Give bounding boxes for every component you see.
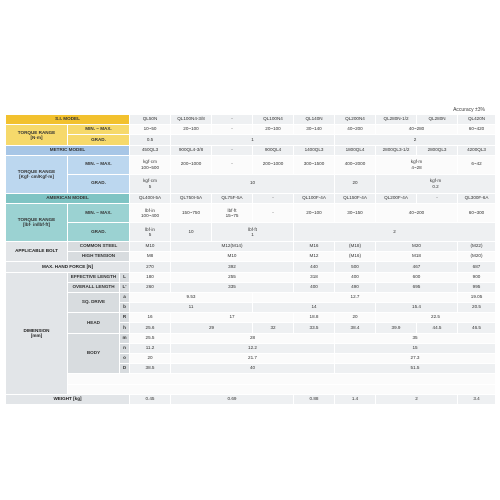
american-torque-range-label: TORQUE RANGE [17,217,56,223]
si-model-cell: QL200N4 [335,115,376,125]
sq-drive-a-cell: 19.05 [458,292,496,302]
american-range-cell [130,203,171,222]
effective-length-label: EFFECTIVE LENGTH [68,272,120,282]
weight-cell: 1.4 [335,394,376,404]
metric-range-cell: 200~1000 [171,155,212,174]
si-range-cell: 10~50 [130,125,171,135]
metric-range-cell: - [212,155,253,174]
si-model-cell: QL280N-1/2 [376,115,417,125]
weight-cell: 0.69 [171,394,294,404]
sq-drive-b-symbol: b [120,303,130,313]
american-model-cell: QL750I-5A [171,193,212,203]
weight-row [6,394,496,404]
dimension-spacer [68,384,496,394]
dimension-label [6,272,68,394]
sq-drive-b-cell: 11 [130,303,253,313]
sq-drive-b-cell: 15.4 [376,303,458,313]
si-grad-cell: 1 [171,135,335,145]
head-h-cell: 32 [253,323,294,333]
body-m-cell: 28 [171,333,335,343]
spec-table [5,114,496,405]
hand-force-cell: 500 [335,262,376,272]
american-grad-row [6,222,496,241]
si-min-max-label: MIN. ~ MAX. [68,125,130,135]
accuracy-note: Accuracy ±3% [453,107,485,113]
hand-force-cell: 392 [171,262,294,272]
head-r-row [6,313,496,323]
american-unit-label: lbf·ft [227,207,237,213]
metric-unit-label: kgf·m [429,178,442,184]
bolt-high-label: HIGH TENSION [68,252,130,262]
metric-model-cell: 1800QL4 [335,145,376,155]
si-model-title: S.I. MODEL [6,115,130,125]
sq-drive-a-cell: 9.53 [130,292,253,302]
american-grad-cell [212,222,294,241]
head-h-cell: 25.6 [130,323,171,333]
si-model-cell: QL420N [458,115,496,125]
bolt-high-cell: M8 [130,252,171,262]
effective-length-cell: 318 [294,272,335,282]
metric-grad-value: 5 [148,183,152,189]
si-grad-cell: 2 [335,135,496,145]
head-label: HEAD [68,313,120,333]
american-model-cell: QL200F-4A [376,193,417,203]
head-h-cell: 46.5 [458,323,496,333]
hand-force-cell: 270 [130,262,171,272]
metric-torque-unit: [Kgf· cm/Kgf·m] [19,174,54,180]
head-h-cell: 29 [171,323,253,333]
metric-range-value: 100~500 [141,164,160,170]
american-range-cell: 30~150 [335,203,376,222]
effective-length-cell: 600 [376,272,458,282]
weight-cell: 0.88 [294,394,335,404]
bolt-common-cell: M16 [294,241,335,251]
american-model-cell: QL400I-5A [130,193,171,203]
american-range-value: 100~400 [141,212,160,218]
body-o-cell: 21.7 [171,354,335,364]
sq-drive-b-cell: 14 [253,303,376,313]
american-model-title: AMERICAN MODEL [6,193,130,203]
american-grad-value: 5 [148,231,152,237]
si-range-cell: - [212,125,253,135]
effective-length-row [6,272,496,282]
american-model-cell: - [253,193,294,203]
bolt-common-cell: (M18) [335,241,376,251]
si-model-cell: QL100N4 [253,115,294,125]
si-torque-label [6,125,68,145]
overall-length-symbol: L' [120,282,130,292]
si-grad-row [6,135,496,145]
body-m-cell: 25.5 [130,333,171,343]
si-torque-unit: [N·m] [30,134,43,140]
metric-range-cell: 400~2000 [335,155,376,174]
metric-range-cell [376,155,458,174]
body-o-cell: 20 [130,354,171,364]
body-d-cell: 38.5 [130,364,171,374]
head-r-cell: 20 [335,313,376,323]
overall-length-cell: 995 [458,282,496,292]
american-grad-label: GRAD. [68,222,130,241]
american-model-row [6,193,496,203]
weight-cell: 2 [376,394,458,404]
si-model-cell: QL100N4-3/8 [171,115,212,125]
hand-force-row [6,262,496,272]
si-range-cell: 40~200 [335,125,376,135]
metric-unit-label: kgf·m [410,159,423,165]
overall-length-cell: 400 [294,282,335,292]
metric-grad-cell [130,174,171,193]
bolt-high-cell: M18 [376,252,458,262]
american-unit-label: lbf·ft [248,226,257,232]
metric-unit-label: kgf·cm [143,178,157,184]
bolt-common-cell: M10 [130,241,171,251]
american-unit-label: lbf·in [145,207,155,213]
overall-length-cell: 490 [335,282,376,292]
body-m-cell: 35 [335,333,496,343]
bolt-high-row [6,252,496,262]
metric-model-cell: 2800QL3-1/2 [376,145,417,155]
body-m-row [6,333,496,343]
american-unit-label: lbf·in [145,226,155,232]
si-model-cell: QL140N [294,115,335,125]
metric-unit-label: kgf·cm [143,159,157,165]
metric-model-cell: - [212,145,253,155]
american-range-value: 15~75 [225,212,239,218]
metric-range-cell: 200~1000 [253,155,294,174]
american-grad-cell: 10 [171,222,212,241]
weight-cell: 0.45 [130,394,171,404]
body-d-cell: 51.5 [335,364,496,374]
si-range-cell: 20~100 [171,125,212,135]
american-grad-cell: 2 [294,222,496,241]
effective-length-cell: 400 [335,272,376,282]
si-range-cell: 30~140 [294,125,335,135]
body-o-cell: 27.3 [335,354,496,364]
sq-drive-label: SQ. DRIVE [68,292,120,312]
metric-grad-cell: 10 [171,174,335,193]
american-model-cell: QL150F-4A [335,193,376,203]
bolt-common-row [6,241,496,251]
american-grad-value: 1 [251,231,254,237]
overall-length-cell: 260 [130,282,171,292]
overall-length-label: OVERALL LENGTH [68,282,120,292]
bolt-common-cell: M20 [376,241,458,251]
metric-grad-value: 0.2 [432,183,439,189]
bolt-high-cell: (M20) [458,252,496,262]
body-n-cell: 15 [335,343,496,353]
head-r-cell: 22.5 [376,313,496,323]
head-r-cell: 17 [171,313,294,323]
effective-length-symbol: L [120,272,130,282]
metric-model-title: METRIC MODEL [6,145,130,155]
body-d-symbol: D [120,364,130,374]
bolt-common-cell: M12(M14) [171,241,294,251]
dimension-spacer-row [6,374,496,384]
american-torque-unit: [lbf· in/lbf·ft] [22,222,51,228]
dimension-title: DIMENSION [23,327,50,333]
bolt-common-cell: (M22) [458,241,496,251]
body-n-cell: 11.2 [130,343,171,353]
body-d-cell: 40 [171,364,335,374]
effective-length-cell: 255 [171,272,294,282]
metric-model-cell: 2800QL3 [417,145,458,155]
american-range-cell: 150~750 [171,203,212,222]
sq-drive-a-row [6,292,496,302]
metric-model-cell: 1400QL3 [294,145,335,155]
si-range-cell: 60~420 [458,125,496,135]
american-model-cell: QL300F-6A [458,193,496,203]
american-model-cell: - [417,193,458,203]
metric-model-cell: 900QL4 [253,145,294,155]
si-model-cell: QL280N [417,115,458,125]
effective-length-cell: 900 [458,272,496,282]
metric-range-row [6,155,496,174]
metric-model-cell: 450QL3 [130,145,171,155]
dimension-spacer-row [6,384,496,394]
body-label: BODY [68,333,120,374]
american-grad-cell [130,222,171,241]
metric-range-cell: 300~1500 [294,155,335,174]
metric-range-cell: 6~42 [458,155,496,174]
bolt-high-cell: (M16) [335,252,376,262]
metric-grad-cell: 20 [335,174,376,193]
head-h-cell: 38.4 [335,323,376,333]
si-grad-cell: 0.5 [130,135,171,145]
american-range-cell: 60~300 [458,203,496,222]
si-range-row [6,125,496,135]
american-range-cell [212,203,253,222]
metric-range-cell [130,155,171,174]
american-torque-label [6,203,68,241]
hand-force-cell: 687 [458,262,496,272]
si-model-cell: - [212,115,253,125]
head-r-cell: 18.8 [294,313,335,323]
body-n-symbol: n [120,343,130,353]
sq-drive-b-cell: 20.5 [458,303,496,313]
body-m-symbol: m [120,333,130,343]
american-model-cell: QL100F-4A [294,193,335,203]
head-h-symbol: h [120,323,130,333]
metric-grad-cell [376,174,496,193]
metric-range-value: 4~28 [411,164,422,170]
bolt-common-label: COMMON STEEL [68,241,130,251]
bolt-high-cell: M12 [294,252,335,262]
sq-drive-a-symbol: a [120,292,130,302]
si-grad-label: GRAD. [68,135,130,145]
bolt-label: APPLICABLE BOLT [6,241,68,261]
si-torque-range-label: TORQUE RANGE [17,129,56,135]
body-o-symbol: o [120,354,130,364]
hand-force-cell: 440 [294,262,335,272]
american-range-cell: 40~200 [376,203,458,222]
bolt-high-cell: M10 [171,252,294,262]
metric-model-cell: 900QL4-3/8 [171,145,212,155]
effective-length-cell: 180 [130,272,171,282]
hand-force-label: MAX. HAND FORCE [N] [6,262,130,272]
american-range-cell: - [253,203,294,222]
overall-length-cell: 335 [171,282,294,292]
head-h-cell: 33.5 [294,323,335,333]
weight-label: WEIGHT [kg] [6,394,130,404]
overall-length-cell: 695 [376,282,458,292]
dimension-spacer [68,374,496,384]
metric-torque-label [6,155,68,193]
american-range-row [6,203,496,222]
american-min-max-label: MIN. ~ MAX. [68,203,130,222]
head-r-symbol: R [120,313,130,323]
head-r-cell: 16 [130,313,171,323]
american-range-cell: 20~100 [294,203,335,222]
sq-drive-a-cell: 12.7 [253,292,458,302]
si-model-row [6,115,496,125]
si-range-cell: 40~280 [376,125,458,135]
metric-grad-row [6,174,496,193]
metric-min-max-label: MIN. ~ MAX. [68,155,130,174]
metric-grad-label: GRAD. [68,174,130,193]
head-h-cell: 44.5 [417,323,458,333]
american-model-cell: QL75F-5A [212,193,253,203]
head-h-cell: 39.9 [376,323,417,333]
hand-force-cell: 467 [376,262,458,272]
dimension-unit: [mm] [30,333,43,339]
metric-model-cell: 4200QL3 [458,145,496,155]
metric-torque-range-label: TORQUE RANGE [17,168,56,174]
weight-cell: 3.4 [458,394,496,404]
si-range-cell: 20~100 [253,125,294,135]
si-model-cell: QL50N [130,115,171,125]
body-n-cell: 12.2 [171,343,335,353]
metric-model-row [6,145,496,155]
overall-length-row [6,282,496,292]
